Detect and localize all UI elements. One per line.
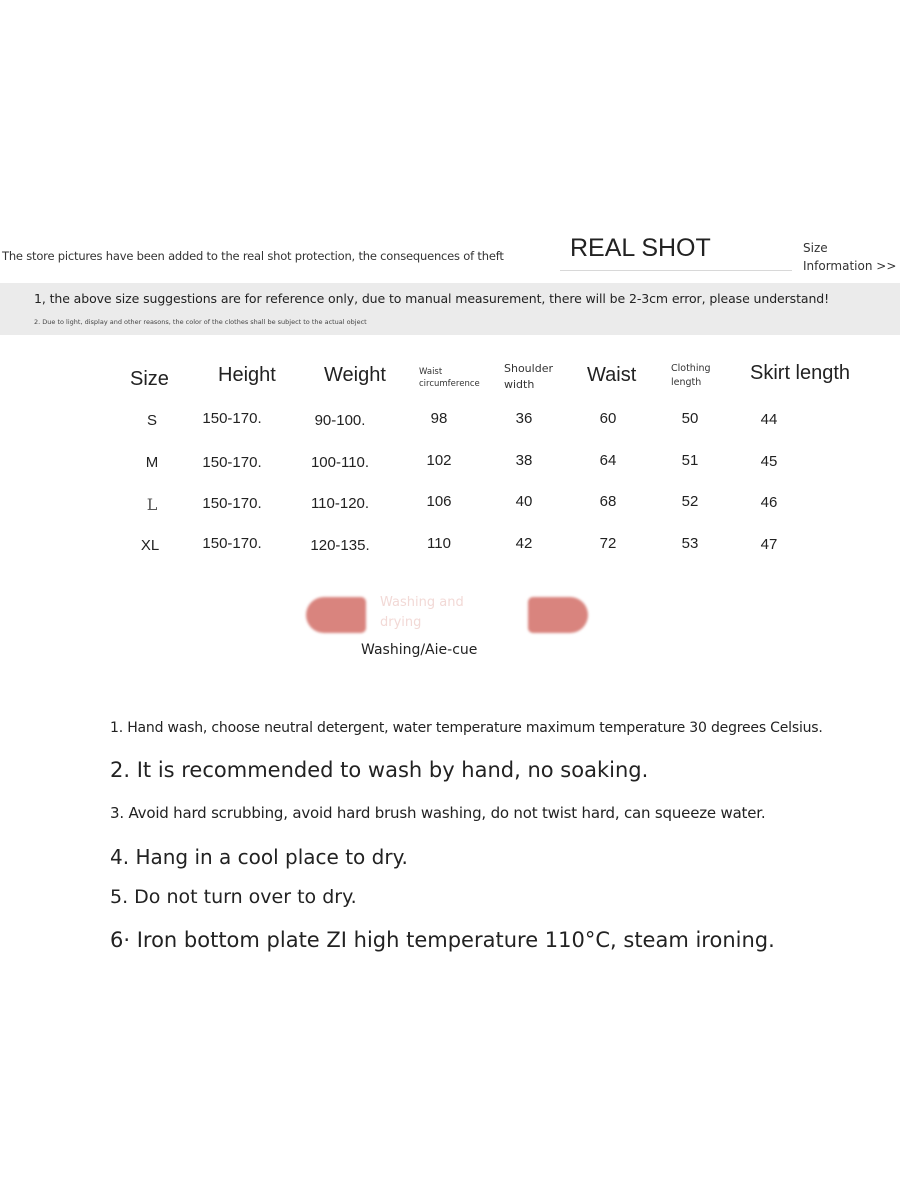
header-waist-circumference	[419, 366, 489, 390]
size-note-1: 1, the above size suggestions are for reference only, due to manual measurement, there will be 2-3cm error, please understand!	[34, 291, 830, 306]
header-waist-circumference-line-1: Waist	[419, 367, 443, 377]
table-row-l-height: 150-170.	[202, 495, 262, 512]
header-waist: Waist	[587, 364, 637, 386]
header-clothing-length-line-2: length	[671, 377, 702, 388]
table-row-m-clothing-length: 51	[681, 452, 699, 469]
table-row-xl-height: 150-170.	[202, 535, 262, 552]
header-shoulder-width-line-2: width	[504, 378, 535, 391]
table-row-s-waist: 60	[599, 410, 617, 427]
washing-faded-label	[380, 593, 500, 633]
table-row-l-waist: 68	[599, 493, 617, 510]
table-row-l-skirt-length: 46	[760, 494, 778, 511]
table-row-s-height: 150-170.	[202, 410, 262, 427]
table-row-s-skirt-length: 44	[760, 411, 778, 428]
table-row-xl-shoulder: 42	[515, 535, 533, 552]
title-underline	[560, 270, 792, 271]
protection-notice: The store pictures have been added to the real shot protection, the consequences of theft	[2, 249, 504, 263]
header-weight: Weight	[324, 364, 386, 386]
care-instruction-5: 5. Do not turn over to dry.	[110, 886, 357, 908]
washing-banner-left-tab	[306, 597, 366, 633]
table-row-s-weight: 90-100.	[314, 412, 366, 429]
color-note-2: 2. Due to light, display and other reasons, the color of the clothes shall be subject to the actual object	[34, 318, 367, 326]
table-row-s-shoulder: 36	[515, 410, 533, 427]
care-instruction-3: 3. Avoid hard scrubbing, avoid hard brush washing, do not twist hard, can squeeze water.	[110, 804, 766, 822]
table-row-m-height: 150-170.	[202, 454, 262, 471]
table-row-s-waist-circumference: 98	[430, 410, 448, 427]
table-row-l-clothing-length: 52	[681, 493, 699, 510]
real-shot-title: REAL SHOT	[570, 234, 711, 262]
size-information-link-line-1[interactable]: Size	[803, 241, 828, 255]
header-clothing-length-line-1: Clothing	[671, 363, 711, 374]
care-instruction-4: 4. Hang in a cool place to dry.	[110, 845, 408, 869]
table-row-m-waist-circumference: 102	[426, 452, 452, 469]
size-information-link-line-2[interactable]: Information >>	[803, 259, 897, 273]
washing-faded-label-line-1: Washing and	[380, 595, 464, 610]
table-row-m-shoulder: 38	[515, 452, 533, 469]
care-instruction-6: 6· Iron bottom plate ZI high temperature 110°C, steam ironing.	[110, 928, 775, 952]
table-row-xl-skirt-length: 47	[760, 536, 778, 553]
table-row-m-size: M	[145, 454, 159, 471]
table-row-xl-waist: 72	[599, 535, 617, 552]
table-row-s-clothing-length: 50	[681, 410, 699, 427]
header-waist-circumference-line-2: circumference	[419, 379, 480, 389]
table-row-xl-weight: 120-135.	[310, 537, 370, 554]
table-row-xl-waist-circumference: 110	[427, 535, 451, 552]
header-shoulder-width-line-1: Shoulder	[504, 362, 553, 375]
care-instruction-2: 2. It is recommended to wash by hand, no soaking.	[110, 758, 649, 782]
table-row-m-waist: 64	[599, 452, 617, 469]
washing-banner-right-tab	[528, 597, 588, 633]
care-instruction-1: 1. Hand wash, choose neutral detergent, water temperature maximum temperature 30 degrees Celsius.	[110, 720, 823, 736]
header-size: Size	[130, 368, 169, 390]
header-shoulder-width	[504, 361, 574, 393]
table-row-l-size: L	[146, 495, 158, 514]
table-row-l-weight: 110-120.	[310, 495, 370, 512]
table-row-s-size: S	[146, 412, 157, 429]
washing-caption: Washing/Aie-cue	[361, 642, 478, 658]
header-skirt-length: Skirt length	[750, 362, 851, 384]
table-row-xl-size: XL	[140, 537, 160, 554]
header-height: Height	[218, 364, 276, 386]
table-row-l-waist-circumference: 106	[426, 493, 452, 510]
table-row-m-weight: 100-110.	[310, 454, 370, 471]
table-row-xl-clothing-length: 53	[681, 535, 699, 552]
header-clothing-length	[671, 362, 731, 390]
table-row-l-shoulder: 40	[515, 493, 533, 510]
table-row-m-skirt-length: 45	[760, 453, 778, 470]
washing-faded-label-line-2: drying	[380, 615, 422, 630]
